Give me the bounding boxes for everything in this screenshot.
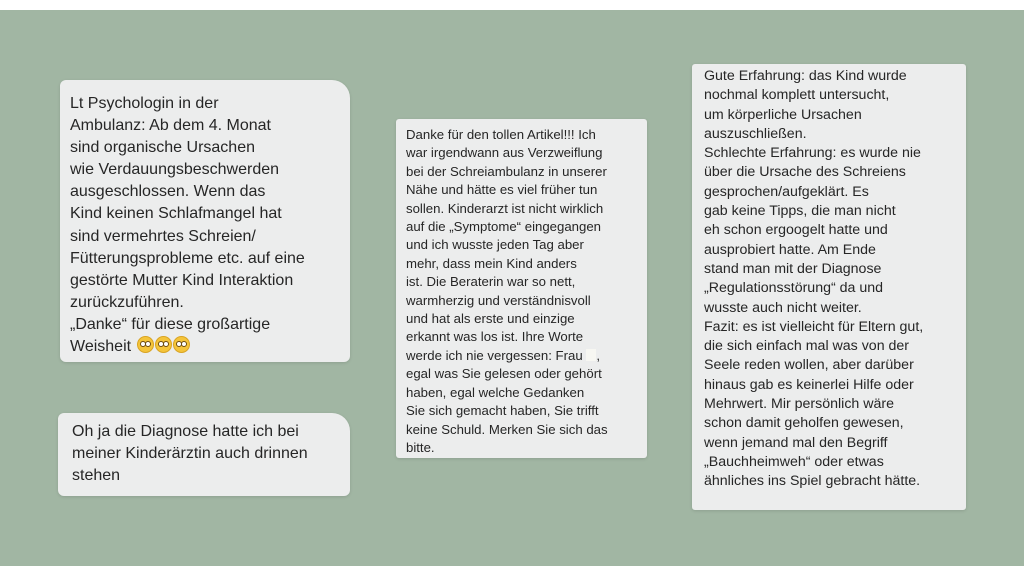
text-line: Seele reden wollen, aber darüber <box>704 357 914 374</box>
text-line: Kind keinen Schlafmangel hat <box>70 205 282 223</box>
text-punctuation: , <box>596 347 600 363</box>
text-line: ist. Die Beraterin war so nett, <box>406 274 576 290</box>
text-line-redacted <box>406 347 647 365</box>
text-line: stand man mit der Diagnose <box>704 260 882 277</box>
text-line: ausgeschlossen. Wenn das <box>70 183 266 201</box>
text-line: ausprobiert hatte. Am Ende <box>704 241 876 258</box>
text-line: Mehrwert. Mir persönlich wäre <box>704 396 895 413</box>
text-line: Sie sich gemacht haben, Sie trifft <box>406 403 599 419</box>
comment-card-psychologin <box>60 80 350 362</box>
text-line: „Danke“ für diese großartige <box>70 315 271 333</box>
text-line: wusste auch nicht weiter. <box>704 299 862 316</box>
text-line: auszuschließen. <box>704 125 807 142</box>
comment-card-diagnose <box>58 413 350 496</box>
text-line: eh schon ergoogelt hatte und <box>704 222 888 239</box>
text-line: Gute Erfahrung: das Kind wurde <box>704 68 907 84</box>
text-line: stehen <box>72 467 121 485</box>
text-line: sollen. Kinderarzt ist nicht wirklich <box>406 200 604 216</box>
text-line: „Bauchheimweh“ oder etwas <box>704 453 884 470</box>
text-line: Danke für den tollen Artikel!!! Ich <box>406 127 596 142</box>
face-with-rolling-eyes-icon <box>137 336 154 353</box>
text-line: warmherzig und verständnisvoll <box>406 292 591 308</box>
text-line: Fazit: es ist vielleicht für Eltern gut, <box>704 318 924 335</box>
text-line: Fütterungsprobleme etc. auf eine <box>70 249 305 267</box>
text-line: egal was Sie gelesen oder gehört <box>406 366 602 382</box>
text-line: und ich wusste jeden Tag aber <box>406 237 584 253</box>
text-line: bei der Schreiambulanz in unserer <box>406 163 607 179</box>
text-line: mehr, dass mein Kind anders <box>406 255 577 271</box>
text-line: Schlechte Erfahrung: es wurde nie <box>704 145 921 162</box>
redacted-name-block <box>586 349 596 361</box>
text-line: sind organische Ursachen <box>70 139 255 157</box>
text-line: werde ich nie vergessen: Frau <box>406 347 583 363</box>
text-line: Weisheit <box>70 338 132 356</box>
text-line: Nähe und hätte es viel früher tun <box>406 182 598 198</box>
text-line: erkannt was los ist. Ihre Worte <box>406 329 584 345</box>
text-line: zurückzuführen. <box>70 293 184 311</box>
text-line: hinaus gab es keinerlei Hilfe oder <box>704 376 914 393</box>
text-line: war irgendwann aus Verzweiflung <box>406 145 603 161</box>
text-line: nochmal komplett untersucht, <box>704 87 890 104</box>
comment-card-erfahrung <box>692 64 966 510</box>
text-line: ähnliches ins Spiel gebracht hätte. <box>704 473 921 490</box>
text-line: gestörte Mutter Kind Interaktion <box>70 271 294 289</box>
text-line: Oh ja die Diagnose hatte ich bei <box>72 423 299 440</box>
text-line: „Regulationsstörung“ da und <box>704 280 884 297</box>
text-line-with-emojis <box>70 336 350 358</box>
face-with-rolling-eyes-icon <box>173 336 190 353</box>
text-line: bitte. <box>406 439 435 455</box>
text-line: haben, egal welche Gedanken <box>406 384 585 400</box>
text-line: gab keine Tipps, die man nicht <box>704 203 896 220</box>
text-line: schon damit geholfen gewesen, <box>704 415 904 432</box>
text-line: und hat als erste und einzige <box>406 311 575 327</box>
text-line: die sich einfach mal was von der <box>704 338 910 355</box>
text-line: Ambulanz: Ab dem 4. Monat <box>70 117 271 135</box>
text-line: keine Schuld. Merken Sie sich das <box>406 421 608 437</box>
text-line: gesprochen/aufgeklärt. Es <box>704 183 869 200</box>
text-line: auf die „Symptome“ eingegangen <box>406 219 602 235</box>
text-line: Lt Psychologin in der <box>70 95 219 112</box>
text-line: wenn jemand mal den Begriff <box>704 434 888 451</box>
comment-card-schreiambulanz <box>396 119 647 458</box>
text-line: um körperliche Ursachen <box>704 106 862 123</box>
text-line: wie Verdauungsbeschwerden <box>70 161 280 179</box>
text-line: sind vermehrtes Schreien/ <box>70 227 256 245</box>
text-line: meiner Kinderärztin auch drinnen <box>72 445 308 463</box>
face-with-rolling-eyes-icon <box>155 336 172 353</box>
text-line: über die Ursache des Schreiens <box>704 164 906 181</box>
